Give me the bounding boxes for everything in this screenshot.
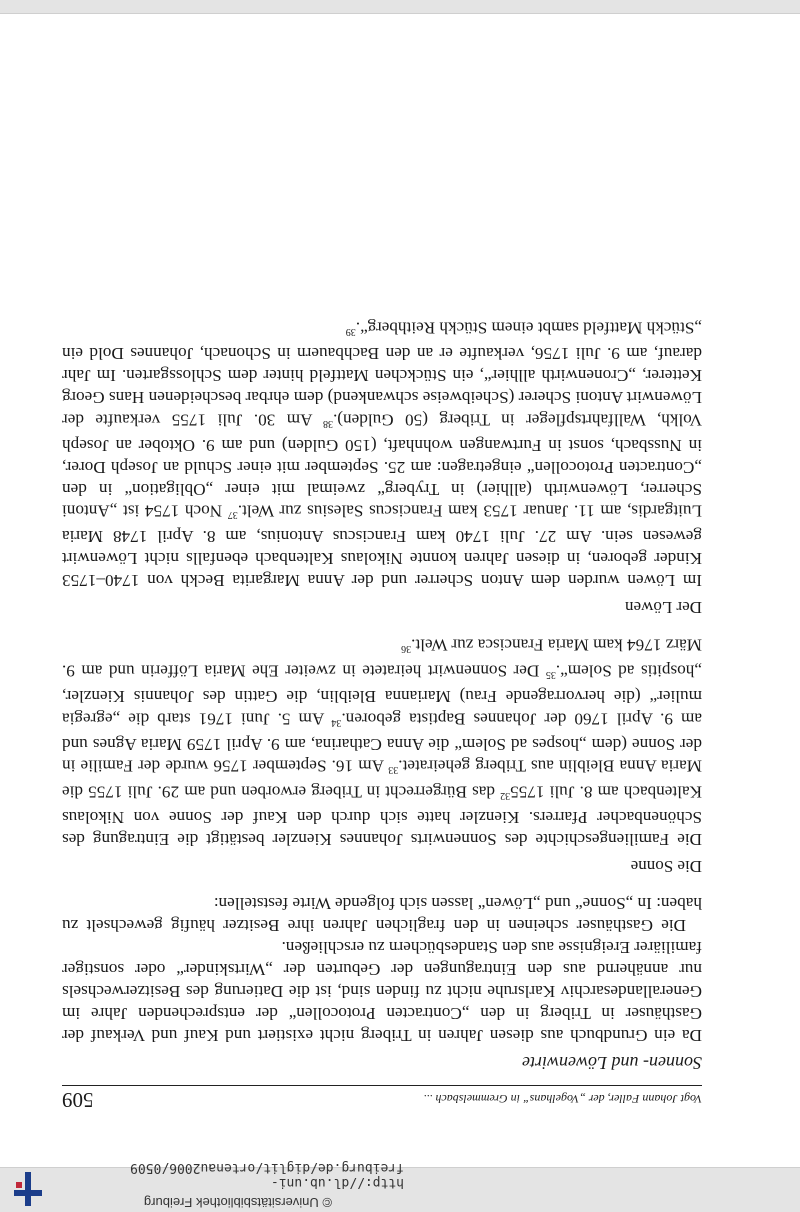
section-title: Sonnen- und Löwenwirte [522,1053,702,1073]
footnote-ref: 36 [401,643,412,655]
footnote-ref: 38 [323,417,334,429]
running-title: Vogt Johann Faller, der „Vogelhans“ in Gremmelsbach ... [423,1092,702,1106]
text-run: Der Sonnenwirt heiratete in zweiter Ehe Maria Löfferin und am 9. März 1764 kam Maria Francisca zur Welt. [61,635,702,681]
subsection-title-loewen: Der Löwen [625,598,702,618]
paragraph-loewen [62,316,702,591]
viewer-toolbar [0,1160,800,1212]
text-run: das Bürgerrecht in Triberg erworben und am 29. Juli 1755 die Maria Anna Bleiblin aus Triberg geheiratet. [62,756,702,802]
text-run: Am 16. September 1756 wurde der Familie in der Sonne (dem „hospes ad Solem“ die Anna Catharina, am 9. April 1759 Maria Agnes und am 9. April 1760 der Johannes Baptista geboren. [62,708,702,776]
running-header [62,1085,702,1112]
subsection-title-sonne: Die Sonne [630,857,702,876]
copyright-notice: © Universitätsbibliothek Freiburg [143,1195,332,1210]
paragraph-wirte: Die Gasthäuser scheinen in den fraglichen Jahren ihre Besitzer häufig gewechselt zu haben: In „Sonne“ und „Löwen“ lassen sich folgende Wirte feststellen: [62,894,702,935]
footnote-ref: 35 [545,668,556,680]
library-logo-icon [8,1170,48,1210]
footnote-ref: 33 [388,764,399,776]
text-run: Noch 1754 ist „Antoni Scherrer, Löwenwirth (allhier) in Tryberg“ zweimal mit einer „Obligation“ in den „Contracten Protocollen“ eingetragen: am 25. September mit einer Schuld an Joseph Dorer, in Nussbach, sonst in Furtwangen wohnhaft, (150 Gulden) und am 9. Oktober an Joseph Volkh, Wallfahrtspfleger in Triberg (50 Gulden). [62,409,702,521]
paragraph-intro: Da ein Grundbuch aus diesen Jahren in Triberg nicht existiert und Kauf und Verkauf der Gasthäuser in Triberg in den „Contracten Protocollen“ der entsprechenden Jahre im Generallandesarchiv Karlsruhe nicht zu finden sind, ist die Datierung des Besitzerwechsels nur annähernd aus den Eintragungen der Geburten der „Wirtskinder“ oder sonstiger familiärer Ereignisse aus den Standesbüchern zu erschließen. [62,938,702,1045]
text-run: Am 30. Juli 1755 verkaufte der Löwenwirt Antoni Scherer (Scheibweise schwankend) dem ehrbar bescheidenen Hans Georg Ketterer, „Cronenwirth allhier“, ein Stückchen Mattfeld hinter dem Schlossgarten. Im Jahr darauf, am 9. Juli 1756, verkaufte er an den Bachbauern in Schonach, Johannes Dold ein „Stückh Mattfeld sambt einem Stückh Reithberg“. [62,318,702,429]
book-page [62,316,702,1112]
page-number: 509 [62,1088,94,1112]
footnote-ref: 37 [227,509,238,521]
url-label[interactable]: http://dl.ub.uni-freiburg.de/diglit/ortenau2006/0509 [130,1160,404,1190]
text-run: Am 5. Juni 1761 starb die „egregia mulier“ (die hervorragende Frau) Marianna Bleiblin, die Gattin des Johannis Kienzler, „hospitis ad Solem“. [62,661,702,728]
footnote-ref: 34 [331,716,342,728]
footnote-ref: 39 [345,325,356,337]
footnote-ref: 32 [500,790,511,801]
paragraph-sonne [62,633,702,850]
viewer-footer [0,0,800,14]
text-run: Die Familiengeschichte des Sonnenwirts Johannes Kienzler bestätigt die Eintragung des Schönenbacher Pfarrers. Kienzler hatte sich durch den Kauf der Sonne von Nikolaus Kaltenbach am 8. Juli 1755 [62,782,702,849]
text-run: Im Löwen wurden dem Anton Scherrer und der Anna Margarita Beckh von 1740–1753 Kinder geboren, in diesen Jahren konnte Nikolaus Kaltenbach ebenfalls nicht Löwenwirt gewesen sein. Am 27. Juli 1740 kam Franciscus Antonius, am 8. April 1748 Maria Luitgardis, am 11. Januar 1753 kam Franciscus Salesius zur Welt. [62,501,702,591]
